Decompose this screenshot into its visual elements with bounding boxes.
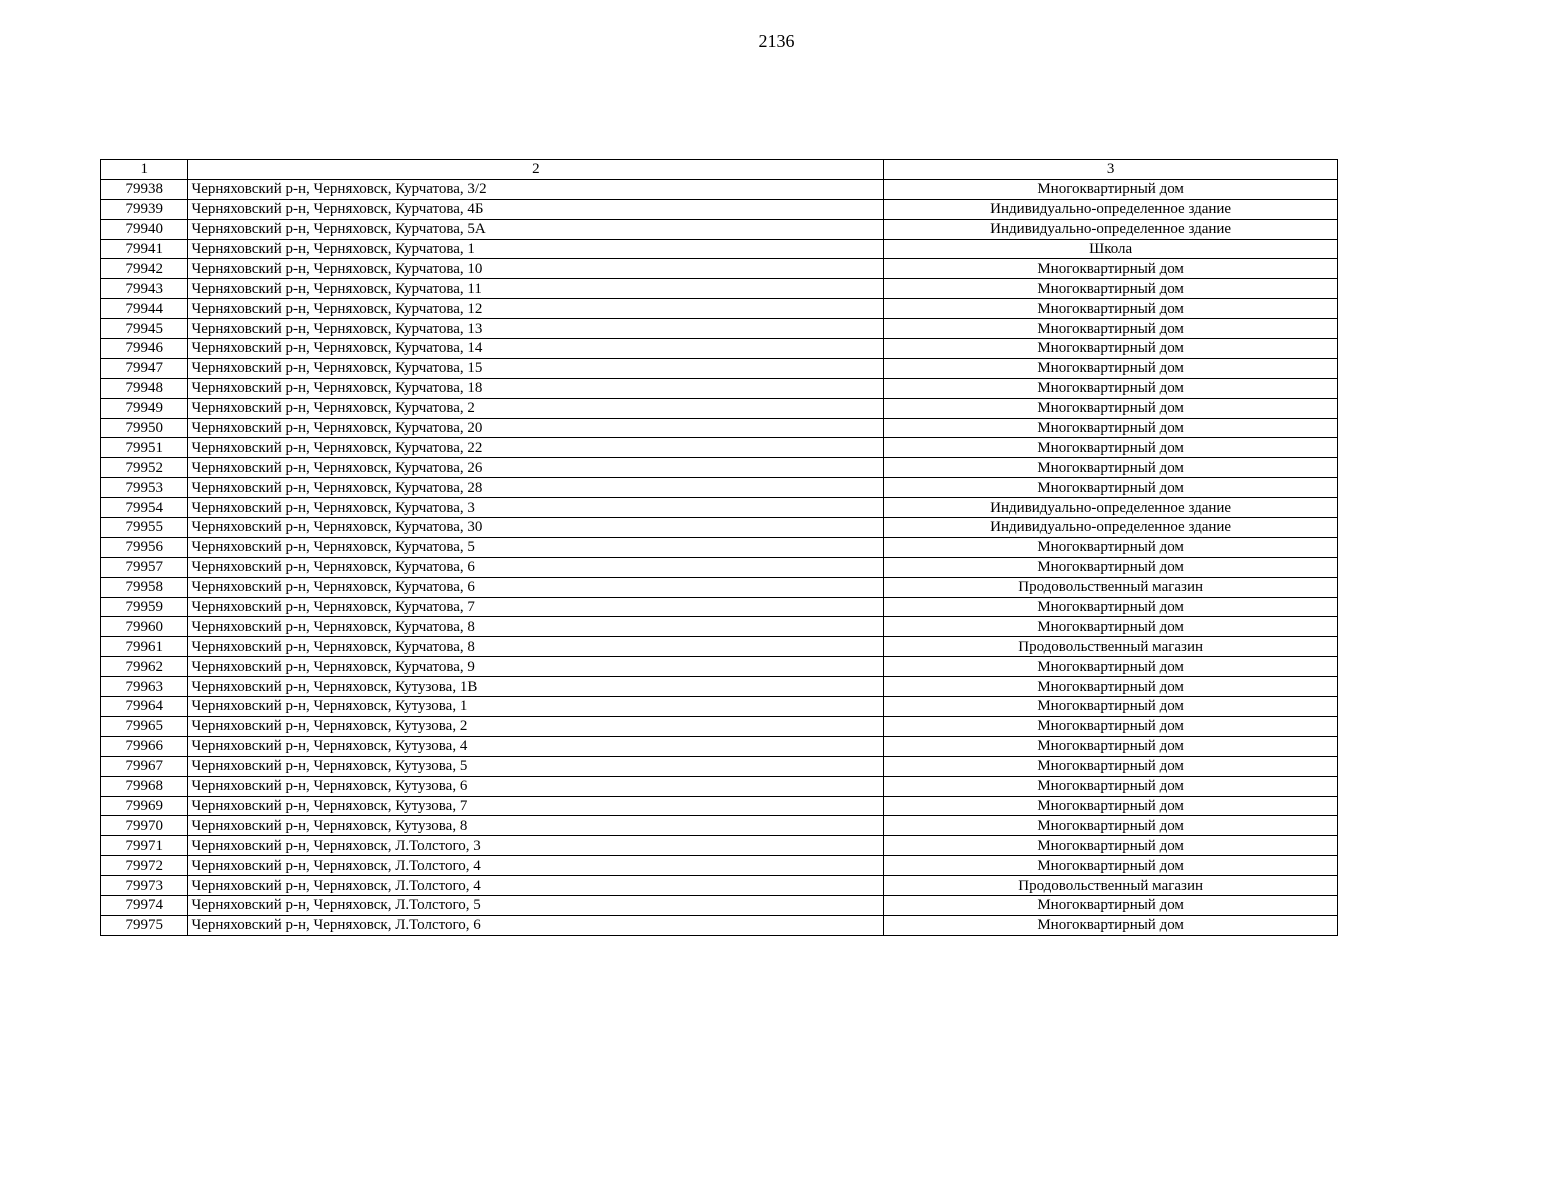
- table-row: [101, 458, 1338, 478]
- address-cell: Черняховский р-н, Черняховск, Курчатова, 4Б: [188, 199, 884, 219]
- row-number-cell: 79961: [101, 637, 188, 657]
- address-cell: Черняховский р-н, Черняховск, Курчатова, 3: [188, 498, 884, 518]
- address-cell: Черняховский р-н, Черняховск, Курчатова, 1: [188, 239, 884, 259]
- address-cell: Черняховский р-н, Черняховск, Л.Толстого, 4: [188, 876, 884, 896]
- row-number-cell: 79951: [101, 438, 188, 458]
- table-row: [101, 736, 1338, 756]
- table-row: [101, 856, 1338, 876]
- header-row: [101, 160, 1338, 180]
- address-cell: Черняховский р-н, Черняховск, Курчатова, 2: [188, 398, 884, 418]
- row-number-cell: 79944: [101, 299, 188, 319]
- building-type-cell: Индивидуально-определенное здание: [884, 518, 1338, 538]
- row-number-cell: 79969: [101, 796, 188, 816]
- address-cell: Черняховский р-н, Черняховск, Курчатова, 7: [188, 597, 884, 617]
- row-number-cell: 79956: [101, 537, 188, 557]
- building-type-cell: Многоквартирный дом: [884, 537, 1338, 557]
- address-cell: Черняховский р-н, Черняховск, Курчатова, 3/2: [188, 179, 884, 199]
- table-row: [101, 478, 1338, 498]
- building-type-cell: Многоквартирный дом: [884, 796, 1338, 816]
- address-cell: Черняховский р-н, Черняховск, Курчатова, 11: [188, 279, 884, 299]
- table-row: [101, 239, 1338, 259]
- row-number-cell: 79955: [101, 518, 188, 538]
- table-row: [101, 876, 1338, 896]
- building-type-cell: Многоквартирный дом: [884, 776, 1338, 796]
- table-body: [101, 179, 1338, 935]
- address-cell: Черняховский р-н, Черняховск, Курчатова, 10: [188, 259, 884, 279]
- row-number-cell: 79950: [101, 418, 188, 438]
- row-number-cell: 79949: [101, 398, 188, 418]
- row-number-cell: 79940: [101, 219, 188, 239]
- address-cell: Черняховский р-н, Черняховск, Курчатова, 18: [188, 378, 884, 398]
- building-type-cell: Школа: [884, 239, 1338, 259]
- row-number-cell: 79964: [101, 697, 188, 717]
- table-row: [101, 577, 1338, 597]
- row-number-cell: 79954: [101, 498, 188, 518]
- address-cell: Черняховский р-н, Черняховск, Курчатова, 6: [188, 557, 884, 577]
- building-type-cell: Многоквартирный дом: [884, 339, 1338, 359]
- row-number-cell: 79974: [101, 895, 188, 915]
- row-number-cell: 79958: [101, 577, 188, 597]
- address-cell: Черняховский р-н, Черняховск, Кутузова, 7: [188, 796, 884, 816]
- address-cell: Черняховский р-н, Черняховск, Л.Толстого, 3: [188, 836, 884, 856]
- table-row: [101, 279, 1338, 299]
- row-number-cell: 79959: [101, 597, 188, 617]
- table-row: [101, 557, 1338, 577]
- row-number-cell: 79975: [101, 915, 188, 935]
- table-row: [101, 697, 1338, 717]
- row-number-cell: 79970: [101, 816, 188, 836]
- address-cell: Черняховский р-н, Черняховск, Курчатова, 14: [188, 339, 884, 359]
- table-row: [101, 537, 1338, 557]
- row-number-cell: 79971: [101, 836, 188, 856]
- address-cell: Черняховский р-н, Черняховск, Курчатова, 20: [188, 418, 884, 438]
- building-type-cell: Многоквартирный дом: [884, 697, 1338, 717]
- building-type-cell: Многоквартирный дом: [884, 677, 1338, 697]
- building-type-cell: Многоквартирный дом: [884, 358, 1338, 378]
- row-number-cell: 79947: [101, 358, 188, 378]
- header-col-2: 2: [188, 160, 884, 180]
- address-cell: Черняховский р-н, Черняховск, Л.Толстого, 6: [188, 915, 884, 935]
- row-number-cell: 79938: [101, 179, 188, 199]
- address-cell: Черняховский р-н, Черняховск, Курчатова, 28: [188, 478, 884, 498]
- row-number-cell: 79953: [101, 478, 188, 498]
- building-type-cell: Многоквартирный дом: [884, 458, 1338, 478]
- row-number-cell: 79952: [101, 458, 188, 478]
- row-number-cell: 79948: [101, 378, 188, 398]
- building-type-cell: Многоквартирный дом: [884, 438, 1338, 458]
- address-cell: Черняховский р-н, Черняховск, Л.Толстого, 5: [188, 895, 884, 915]
- header-col-3: 3: [884, 160, 1338, 180]
- table-row: [101, 299, 1338, 319]
- building-type-cell: Многоквартирный дом: [884, 915, 1338, 935]
- table-row: [101, 657, 1338, 677]
- building-type-cell: Многоквартирный дом: [884, 478, 1338, 498]
- table-row: [101, 756, 1338, 776]
- building-type-cell: Продовольственный магазин: [884, 876, 1338, 896]
- building-type-cell: Многоквартирный дом: [884, 816, 1338, 836]
- address-cell: Черняховский р-н, Черняховск, Кутузова, 2: [188, 716, 884, 736]
- page-number: 2136: [758, 31, 795, 51]
- table-row: [101, 358, 1338, 378]
- address-cell: Черняховский р-н, Черняховск, Курчатова, 8: [188, 637, 884, 657]
- data-table: [100, 159, 1338, 936]
- building-type-cell: Многоквартирный дом: [884, 557, 1338, 577]
- table-row: [101, 597, 1338, 617]
- building-type-cell: Продовольственный магазин: [884, 637, 1338, 657]
- table-row: [101, 199, 1338, 219]
- address-cell: Черняховский р-н, Черняховск, Л.Толстого, 4: [188, 856, 884, 876]
- building-type-cell: Многоквартирный дом: [884, 657, 1338, 677]
- table-row: [101, 378, 1338, 398]
- building-type-cell: Индивидуально-определенное здание: [884, 219, 1338, 239]
- table-row: [101, 776, 1338, 796]
- building-type-cell: Многоквартирный дом: [884, 836, 1338, 856]
- row-number-cell: 79942: [101, 259, 188, 279]
- row-number-cell: 79972: [101, 856, 188, 876]
- building-type-cell: Многоквартирный дом: [884, 617, 1338, 637]
- building-type-cell: Индивидуально-определенное здание: [884, 199, 1338, 219]
- table-row: [101, 677, 1338, 697]
- building-type-cell: Многоквартирный дом: [884, 716, 1338, 736]
- table-row: [101, 796, 1338, 816]
- table-row: [101, 219, 1338, 239]
- address-cell: Черняховский р-н, Черняховск, Курчатова, 5А: [188, 219, 884, 239]
- table-row: [101, 438, 1338, 458]
- table-row: [101, 398, 1338, 418]
- address-cell: Черняховский р-н, Черняховск, Курчатова, 26: [188, 458, 884, 478]
- building-type-cell: Многоквартирный дом: [884, 179, 1338, 199]
- address-cell: Черняховский р-н, Черняховск, Курчатова, 30: [188, 518, 884, 538]
- building-type-cell: Индивидуально-определенное здание: [884, 498, 1338, 518]
- table-header: [101, 160, 1338, 180]
- building-type-cell: Многоквартирный дом: [884, 319, 1338, 339]
- row-number-cell: 79966: [101, 736, 188, 756]
- building-type-cell: Многоквартирный дом: [884, 279, 1338, 299]
- table-row: [101, 319, 1338, 339]
- row-number-cell: 79941: [101, 239, 188, 259]
- address-cell: Черняховский р-н, Черняховск, Курчатова, 13: [188, 319, 884, 339]
- table-row: [101, 259, 1338, 279]
- address-cell: Черняховский р-н, Черняховск, Курчатова, 5: [188, 537, 884, 557]
- building-type-cell: Многоквартирный дом: [884, 299, 1338, 319]
- table-row: [101, 617, 1338, 637]
- building-type-cell: Многоквартирный дом: [884, 856, 1338, 876]
- table-row: [101, 895, 1338, 915]
- building-type-cell: Многоквартирный дом: [884, 259, 1338, 279]
- building-type-cell: Многоквартирный дом: [884, 756, 1338, 776]
- address-cell: Черняховский р-н, Черняховск, Кутузова, 6: [188, 776, 884, 796]
- row-number-cell: 79945: [101, 319, 188, 339]
- address-cell: Черняховский р-н, Черняховск, Кутузова, 1: [188, 697, 884, 717]
- table-row: [101, 498, 1338, 518]
- row-number-cell: 79962: [101, 657, 188, 677]
- table-row: [101, 339, 1338, 359]
- row-number-cell: 79963: [101, 677, 188, 697]
- address-cell: Черняховский р-н, Черняховск, Курчатова, 15: [188, 358, 884, 378]
- building-type-cell: Многоквартирный дом: [884, 418, 1338, 438]
- table-row: [101, 179, 1338, 199]
- address-cell: Черняховский р-н, Черняховск, Курчатова, 12: [188, 299, 884, 319]
- table-row: [101, 518, 1338, 538]
- building-type-cell: Многоквартирный дом: [884, 378, 1338, 398]
- header-col-1: 1: [101, 160, 188, 180]
- table-row: [101, 716, 1338, 736]
- row-number-cell: 79973: [101, 876, 188, 896]
- table-row: [101, 816, 1338, 836]
- building-type-cell: Многоквартирный дом: [884, 597, 1338, 617]
- table-row: [101, 418, 1338, 438]
- row-number-cell: 79960: [101, 617, 188, 637]
- address-cell: Черняховский р-н, Черняховск, Курчатова, 6: [188, 577, 884, 597]
- row-number-cell: 79946: [101, 339, 188, 359]
- row-number-cell: 79967: [101, 756, 188, 776]
- address-cell: Черняховский р-н, Черняховск, Кутузова, 4: [188, 736, 884, 756]
- row-number-cell: 79957: [101, 557, 188, 577]
- table-row: [101, 836, 1338, 856]
- address-cell: Черняховский р-н, Черняховск, Кутузова, 8: [188, 816, 884, 836]
- address-cell: Черняховский р-н, Черняховск, Курчатова, 8: [188, 617, 884, 637]
- building-type-cell: Многоквартирный дом: [884, 736, 1338, 756]
- row-number-cell: 79939: [101, 199, 188, 219]
- address-cell: Черняховский р-н, Черняховск, Курчатова, 9: [188, 657, 884, 677]
- row-number-cell: 79943: [101, 279, 188, 299]
- address-cell: Черняховский р-н, Черняховск, Кутузова, 1В: [188, 677, 884, 697]
- address-cell: Черняховский р-н, Черняховск, Курчатова, 22: [188, 438, 884, 458]
- building-type-cell: Многоквартирный дом: [884, 895, 1338, 915]
- building-type-cell: Многоквартирный дом: [884, 398, 1338, 418]
- row-number-cell: 79965: [101, 716, 188, 736]
- table-row: [101, 637, 1338, 657]
- address-cell: Черняховский р-н, Черняховск, Кутузова, 5: [188, 756, 884, 776]
- row-number-cell: 79968: [101, 776, 188, 796]
- table-row: [101, 915, 1338, 935]
- building-type-cell: Продовольственный магазин: [884, 577, 1338, 597]
